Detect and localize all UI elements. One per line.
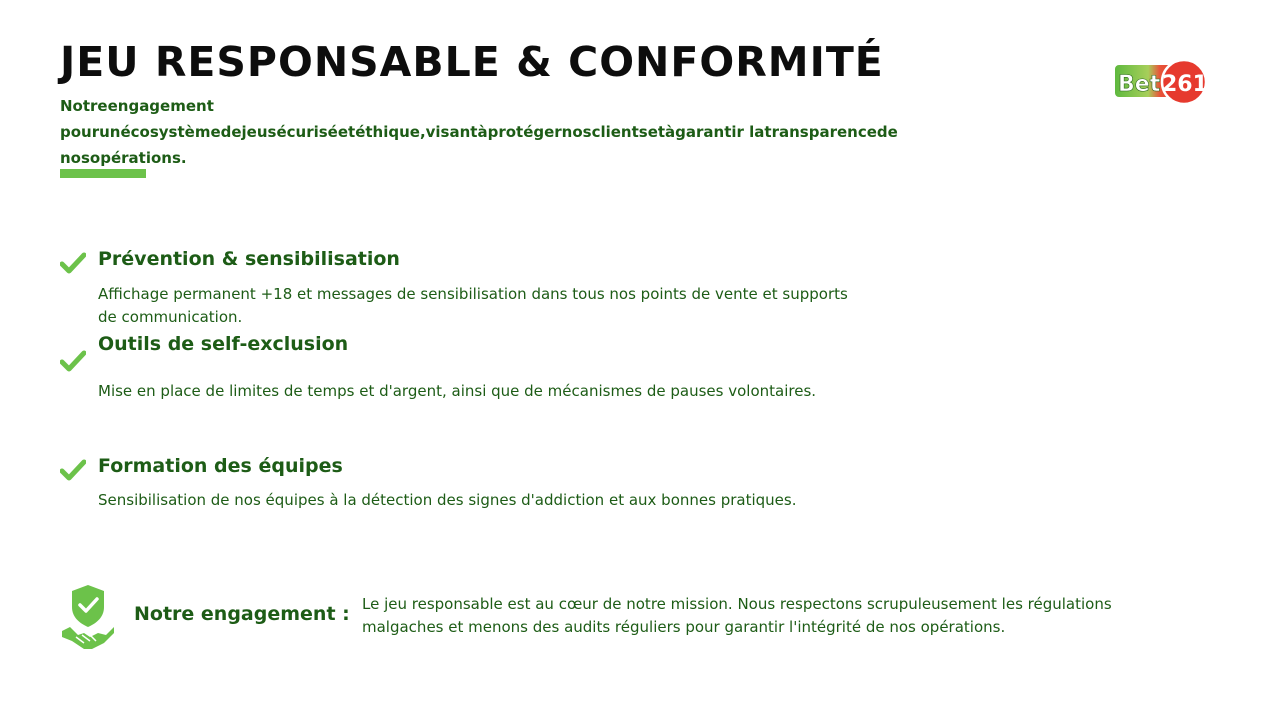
page-subtitle: Notreengagement pourunécosystèmedejeusécuriséetéthique,visantàprotégernosclientsetàgarantir latransparencede nosopérations. xyxy=(60,97,898,167)
item-title: Formation des équipes xyxy=(98,455,343,477)
item-title: Prévention & sensibilisation xyxy=(98,248,400,270)
item-description: Sensibilisation de nos équipes à la détection des signes d'addiction et aux bonnes pratiques. xyxy=(98,491,797,509)
engagement-text: Le jeu responsable est au cœur de notre mission. Nous respectons scrupuleusement les régulations malgaches et menons des audits réguliers pour garantir l'intégrité de nos opérations. xyxy=(362,595,1112,636)
item-description: Mise en place de limites de temps et d'argent, ainsi que de mécanismes de pauses volontaires. xyxy=(98,382,817,400)
shield-handshake-graphic xyxy=(60,583,116,653)
bet261-logo xyxy=(1112,58,1208,106)
shield-handshake-icon xyxy=(60,583,116,653)
item-title: Outils de self-exclusion xyxy=(98,333,349,355)
engagement-label: Notre engagement : xyxy=(134,603,350,625)
accent-divider xyxy=(60,169,146,178)
page-title: JEU RESPONSABLE & CONFORMITÉ xyxy=(60,38,884,86)
check-icon xyxy=(60,459,86,481)
check-icon xyxy=(60,252,86,274)
check-icon xyxy=(60,350,86,372)
logo-text-number: 261 xyxy=(1162,72,1208,97)
logo-graphic xyxy=(1112,58,1208,106)
item-description: Affichage permanent +18 et messages de sensibilisation dans tous nos points de vente et supports de communication. xyxy=(98,285,848,326)
logo-text-bet: Bet xyxy=(1118,72,1161,97)
